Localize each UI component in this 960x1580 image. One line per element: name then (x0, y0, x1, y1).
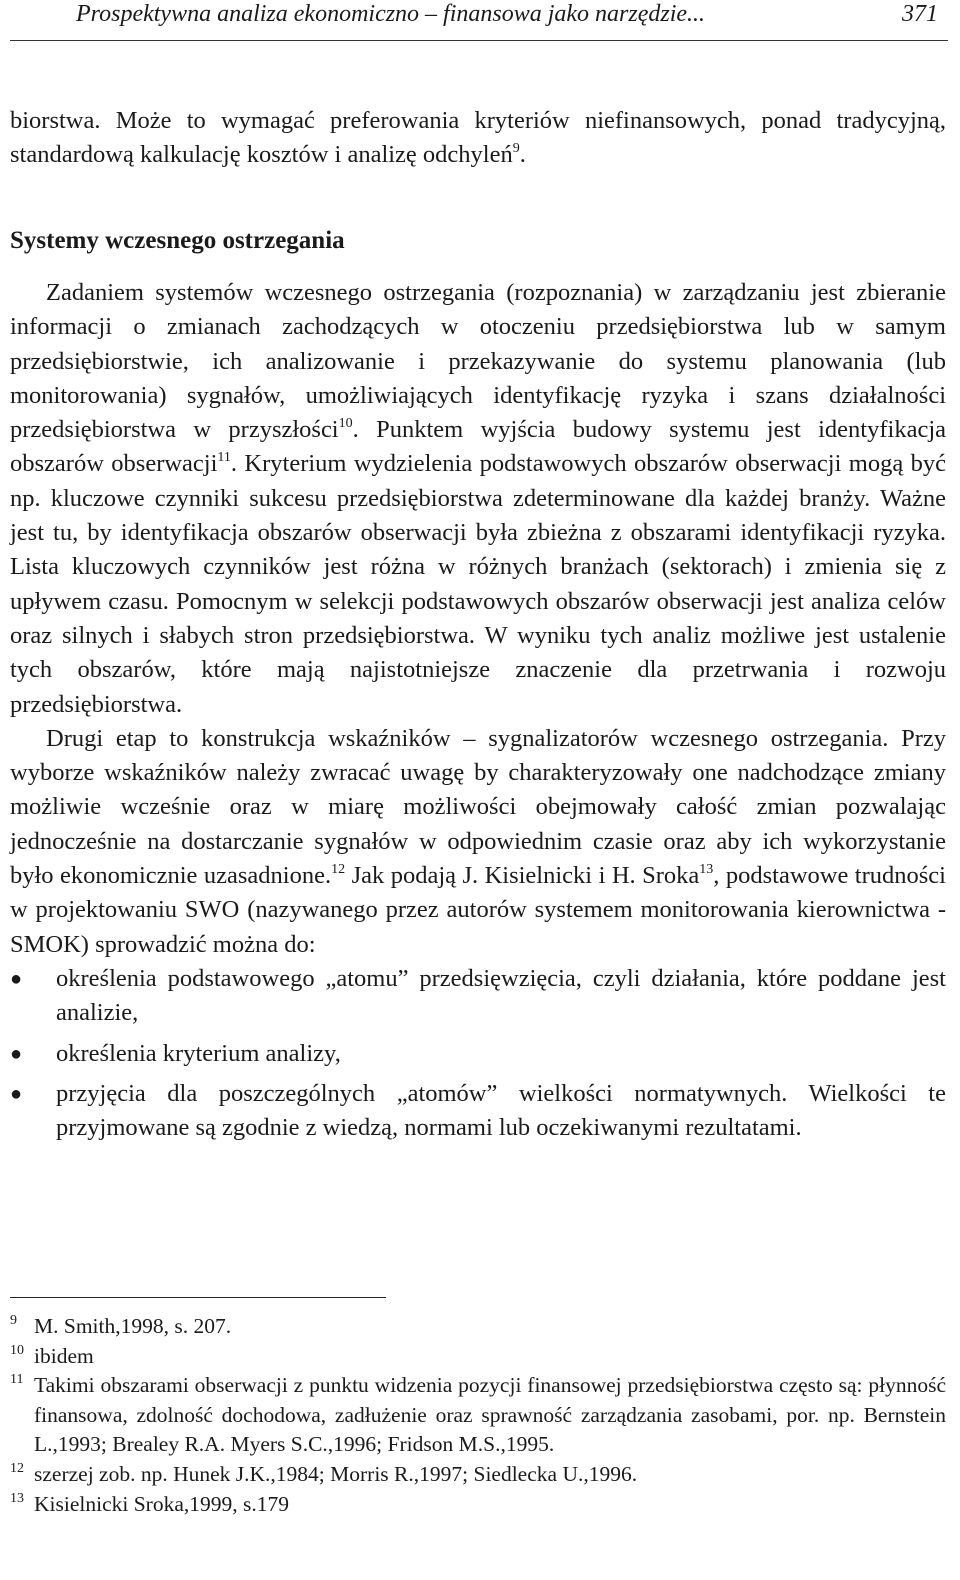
bullet-list (10, 962, 946, 1145)
footnote-text: ibidem (34, 1343, 94, 1368)
footnote-text: szerzej zob. np. Hunek J.K.,1984; Morris R.,1997; Siedlecka U.,1996. (34, 1461, 638, 1486)
footnote-number: 13 (10, 1490, 24, 1506)
footnote-number: 12 (10, 1460, 24, 1476)
paragraph-text: Zadaniem systemów wczesnego ostrzegania (rozpoznania) w zarządzaniu jest zbieranie informacji o zmianach zachodzących w otoczeniu przedsiębiorstwa lub w samym przedsiębiorstwie, ich analizowanie i przekazywanie do systemu planowania (lub monitorowania) sygnałów, umożliwiających identyfikację ryzyka i szans działalności przedsiębiorstwa w przyszłości (10, 279, 946, 444)
section-heading: Systemy wczesnego ostrzegania (10, 227, 345, 254)
footnote-ref[interactable]: 12 (331, 862, 346, 878)
paragraph-text: Jak podają J. Kisielnicki i H. Sroka (345, 862, 700, 890)
intro-text: biorstwa. Może to wymagać preferowania kryteriów niefinansowych, ponad tradycyjną, standardową kalkulację kosztów i analizę odchyleń (10, 107, 946, 169)
list-item-text: przyjęcia dla poszczególnych „atomów” wielkości normatywnych. Wielkości te przyjmowane są zgodnie z wiedzą, normami lub oczekiwanymi rezultatami. (56, 1079, 946, 1142)
footnote-ref[interactable]: 13 (699, 862, 714, 878)
paragraph-text: Drugi etap to konstrukcja wskaźników – sygnalizatorów wczesnego ostrzegania. Przy wyborze wskaźników należy zwracać uwagę by charakteryzowały one nadchodzące zmiany możliwie wcześnie oraz w miarę możliwości obejmowały całość zmian pozwalając jednocześnie na dostarczanie sygnałów w odpowiednim czasie oraz aby ich wykorzystanie było ekonomicznie uzasadnione. (10, 724, 946, 890)
paragraph-text: . Kryterium wydzielenia podstawowych obszarów obserwacji mogą być np. kluczowe czynniki sukcesu przedsiębiorstwa zdeterminowane dla każdej branży. Ważne jest tu, by identyfikacja obszarów obserwacji była zbieżna z obszarami identyfikacji ryzyka. Lista kluczowych czynników jest różna w różnych branżach (sektorach) i zmienia się z upływem czasu. Pomocnym w selekcji podstawowych obszarów obserwacji jest analiza celów oraz silnych i słabych stron przedsiębiorstwa. W wyniku tych analiz możliwe jest ustalenie tych obszarów, które mają najistotniejsze znaczenie dla przetrwania i rozwoju przedsiębiorstwa. (10, 450, 946, 718)
page-number: 371 (902, 1, 938, 27)
running-header (10, 0, 948, 41)
paragraph-text: , podstawowe trudności w projektowaniu SWO (nazywanego przez autorów systemem monitorowania kierownictwa - SMOK) sprowadzić można do: (10, 862, 946, 958)
footnote-number: 9 (10, 1313, 17, 1328)
intro-end: . (519, 141, 526, 169)
footnote-number: 10 (10, 1342, 24, 1358)
footnote (10, 1371, 946, 1460)
footnote (10, 1490, 946, 1520)
paragraph-2 (10, 722, 946, 962)
footnote-divider (10, 1297, 386, 1298)
footnote-ref[interactable]: 9 (512, 141, 520, 157)
bullet-icon: ● (10, 1082, 23, 1105)
footnote-ref[interactable]: 10 (338, 416, 353, 432)
footnote-ref[interactable]: 11 (217, 450, 231, 466)
footnote-number: 11 (10, 1372, 24, 1388)
footnote-text: M. Smith,1998, s. 207. (34, 1314, 232, 1338)
bullet-icon: ● (10, 1042, 23, 1065)
footnote (10, 1342, 946, 1372)
running-title: Prospektywna analiza ekonomiczno – finansowa jako narzędzie... (76, 1, 706, 27)
footnote-text: Kisielnicki Sroka,1999, s.179 (34, 1491, 289, 1516)
list-item-text: określenia podstawowego „atomu” przedsięwzięcia, czyli działania, które poddane jest analizie, (56, 964, 946, 1027)
bullet-icon: ● (10, 967, 23, 990)
list-item (10, 1077, 946, 1146)
footnote (10, 1312, 946, 1342)
list-item (10, 962, 946, 1031)
document-page (10, 0, 948, 1580)
footnote (10, 1460, 946, 1490)
list-item-text: określenia kryterium analizy, (56, 1039, 341, 1067)
list-item (10, 1037, 946, 1071)
section-body (10, 276, 946, 1151)
footnote-text: Takimi obszarami obserwacji z punktu widzenia pozycji finansowej przedsiębiorstwa często są: płynność finansowa, zdolność dochodowa, zadłużenie oraz sprawność zarządzania zasobami, por. np. Bernstein L.,1993; Brealey R.A. Myers S.C.,1996; Fridson M.S.,1995. (34, 1373, 946, 1457)
footnotes (10, 1312, 946, 1519)
paragraph-text: . Punktem wyjścia budowy systemu jest identyfikacja obszarów obserwacji (10, 416, 947, 478)
intro-paragraph (10, 104, 946, 173)
paragraph-1 (10, 276, 946, 722)
